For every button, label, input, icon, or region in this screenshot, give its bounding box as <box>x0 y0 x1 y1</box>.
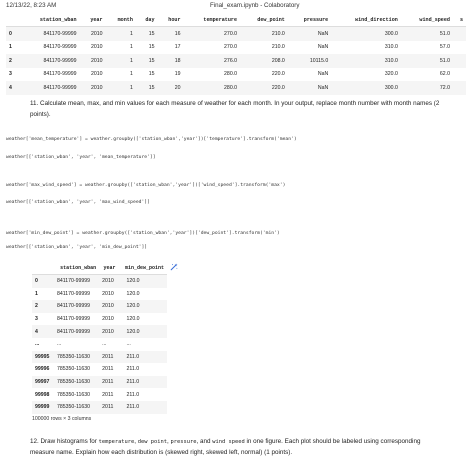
table-cell: 2010 <box>91 71 103 78</box>
column-header: station_wban <box>54 262 99 275</box>
table-cell: NaN <box>317 44 329 51</box>
table-cell: 220.0 <box>240 81 288 95</box>
table-row <box>32 275 167 288</box>
row-index: 4 <box>32 325 54 338</box>
row-index: 99998 <box>35 391 50 398</box>
table-row <box>32 401 167 414</box>
table-cell: 15 <box>136 54 158 68</box>
table-cell: 15 <box>136 27 158 41</box>
wand-icon[interactable] <box>170 263 178 271</box>
row-index: 99996 <box>35 366 50 373</box>
table-cell: NaN <box>317 71 329 78</box>
table-row <box>6 81 466 95</box>
table-cell: ... <box>56 341 62 348</box>
notebook-title: Final_exam.ipynb - Colaboratory <box>210 2 300 9</box>
table-cell: 51.0 <box>401 54 453 68</box>
table-cell: 2011 <box>102 391 114 398</box>
table-cell <box>453 27 466 41</box>
table-row <box>32 300 167 313</box>
table-row <box>32 388 167 401</box>
column-header: min_dew_point <box>119 262 167 275</box>
row-index: 99995 <box>32 351 54 364</box>
table-cell: 300.0 <box>331 27 401 41</box>
table-cell: 1 <box>130 71 133 78</box>
row-index: ... <box>35 341 40 348</box>
table-cell: 841170-99999 <box>54 275 99 288</box>
table-cell: 16 <box>158 27 184 41</box>
table-cell: 841170-99999 <box>56 316 91 323</box>
table-cell: 841170-99999 <box>54 325 99 338</box>
table-cell: 841170-99999 <box>43 71 77 78</box>
column-header: wind_direction <box>331 14 401 27</box>
min-dew-point-table <box>32 262 167 414</box>
table-cell: 2011 <box>102 366 114 373</box>
table-cell: 2010 <box>102 290 114 297</box>
column-header <box>6 14 19 27</box>
inline-code: wind speed <box>212 439 245 445</box>
column-header: s <box>453 14 466 27</box>
table-cell: 211.0 <box>119 401 167 414</box>
code-line[interactable]: weather['min_dew_point'] = weather.groupby(['station_wban','year'])['dew_point'].transform('min') <box>6 231 280 236</box>
table-cell: 785350-11630 <box>56 366 91 373</box>
table-cell: 785350-11630 <box>54 401 99 414</box>
table-cell: ... <box>126 341 131 348</box>
code-line[interactable]: weather[['station_wban', 'year', 'mean_temperature']] <box>6 155 156 160</box>
table-cell: 2010 <box>80 81 106 95</box>
table-cell: NaN <box>288 27 331 41</box>
column-header: wind_speed <box>401 14 453 27</box>
table-cell: 211.0 <box>119 351 167 364</box>
table-row <box>32 376 167 389</box>
row-index: 2 <box>32 300 54 313</box>
table-header-row <box>32 262 167 275</box>
table-cell: 270.0 <box>184 27 241 41</box>
table-cell: 2010 <box>99 300 118 313</box>
row-index: 1 <box>9 44 12 51</box>
table-cell: 211.0 <box>126 391 140 398</box>
row-index: 0 <box>6 27 19 41</box>
table-cell: 220.0 <box>271 71 285 78</box>
table-cell: 2010 <box>99 275 118 288</box>
row-index: 3 <box>9 71 12 78</box>
table-cell <box>453 68 466 82</box>
table-row <box>6 27 466 41</box>
table-cell: 20 <box>158 81 184 95</box>
table-cell: 841170-99999 <box>19 81 80 95</box>
table-cell: ... <box>102 341 107 348</box>
table-cell: 51.0 <box>401 27 453 41</box>
table-cell: 1 <box>106 54 136 68</box>
table-cell: 841170-99999 <box>19 54 80 68</box>
table-cell: 785350-11630 <box>56 391 91 398</box>
row-index: 0 <box>32 275 54 288</box>
table-cell: NaN <box>288 81 331 95</box>
column-header: station_wban <box>19 14 80 27</box>
table-cell: 15 <box>136 81 158 95</box>
table-cell: 2010 <box>80 54 106 68</box>
table-cell: 19 <box>174 71 181 78</box>
table-cell: 1 <box>106 81 136 95</box>
table-cell: 18 <box>158 54 184 68</box>
table-cell: 208.0 <box>240 54 288 68</box>
question-12-text: , and <box>196 438 213 445</box>
code-line[interactable]: weather[['station_wban', 'year', 'max_wind_speed']] <box>6 200 150 205</box>
table-cell <box>453 54 466 68</box>
table-cell: 2011 <box>99 376 118 389</box>
question-12-text: , <box>167 438 171 445</box>
row-index: 99999 <box>32 401 54 414</box>
column-header: year <box>80 14 106 27</box>
table-cell: 2011 <box>99 401 118 414</box>
row-index: 1 <box>35 290 38 297</box>
table-cell: 120.0 <box>119 275 167 288</box>
table-cell: 211.0 <box>119 376 167 389</box>
table-cell: 276.0 <box>184 54 241 68</box>
table-row <box>32 325 167 338</box>
code-line[interactable]: weather[['station_wban', 'year', 'min_dew_point']] <box>6 245 148 250</box>
column-header: day <box>136 14 158 27</box>
table-header-row <box>6 14 466 27</box>
table-cell: 310.0 <box>331 54 401 68</box>
table-cell: 15 <box>148 71 155 78</box>
table-cell <box>453 81 466 95</box>
question-12-text: , <box>134 438 138 445</box>
column-header: month <box>106 14 136 27</box>
row-index: 3 <box>35 316 38 323</box>
table-cell: 841170-99999 <box>56 290 91 297</box>
weather-head-table <box>6 14 466 95</box>
table-cell: 210.0 <box>271 44 285 51</box>
table-cell: 72.0 <box>401 81 453 95</box>
table-cell: 2010 <box>91 44 103 51</box>
table-row <box>32 363 167 376</box>
table-cell: 210.0 <box>240 27 288 41</box>
table-row <box>32 313 167 326</box>
table-cell: 2010 <box>80 27 106 41</box>
table-cell: 1 <box>106 27 136 41</box>
table-cell: 1 <box>130 44 133 51</box>
table-row <box>32 351 167 364</box>
print-timestamp: 12/13/22, 8:23 AM <box>6 2 57 9</box>
table-cell: 120.0 <box>126 316 140 323</box>
inline-code: dew point <box>137 439 168 445</box>
code-line[interactable]: weather['mean_temperature'] = weather.groupby(['station_wban','year'])['temperature'].transform('mean') <box>6 137 297 142</box>
table-cell: 841170-99999 <box>54 300 99 313</box>
table-cell: 785350-11630 <box>54 351 99 364</box>
question-11: 11. Calculate mean, max, and min values for each measure of weather for each month. In your output, replace month number with month names (2 points). <box>30 100 440 118</box>
table-cell: 62.0 <box>439 71 450 78</box>
table-cell: 120.0 <box>126 290 140 297</box>
question-12 <box>30 437 440 458</box>
row-count-footer: 100000 rows × 3 columns <box>32 416 92 422</box>
table-cell: 300.0 <box>331 81 401 95</box>
inline-code: pressure <box>170 439 197 445</box>
column-header: temperature <box>184 14 241 27</box>
table-cell: 320.0 <box>384 71 398 78</box>
code-line[interactable]: weather['max_wind_speed'] = weather.groupby(['station_wban','year'])['wind_speed'].transform('max') <box>6 183 286 188</box>
table-row-ellipsis <box>32 338 167 351</box>
table-cell: 120.0 <box>119 325 167 338</box>
table-cell: 841170-99999 <box>43 44 77 51</box>
table-cell: 2011 <box>99 351 118 364</box>
table-row <box>6 68 466 82</box>
table-row <box>6 41 466 55</box>
table-row <box>6 54 466 68</box>
table-cell: 785350-11630 <box>54 376 99 389</box>
column-header: year <box>99 262 118 275</box>
table-cell: 270.0 <box>224 44 238 51</box>
table-cell: 15 <box>148 44 155 51</box>
column-header: hour <box>158 14 184 27</box>
table-cell: 280.0 <box>224 71 238 78</box>
question-12-text: in one figure. Each plot should be labeled using corresponding measure name. Explain how each distribution is (skewed right, skewed left, normal) (1 points). <box>30 438 421 456</box>
table-cell: 211.0 <box>126 366 140 373</box>
table-cell: 2010 <box>99 325 118 338</box>
column-header: pressure <box>288 14 331 27</box>
table-cell: 17 <box>174 44 181 51</box>
table-cell: 2010 <box>102 316 114 323</box>
table-cell <box>453 41 466 55</box>
row-index: 2 <box>6 54 19 68</box>
table-cell: 310.0 <box>384 44 398 51</box>
table-row <box>32 288 167 301</box>
row-index: 4 <box>6 81 19 95</box>
question-12-text: 12. Draw histograms for <box>30 438 99 445</box>
table-cell: 841170-99999 <box>19 27 80 41</box>
inline-code: temperature <box>98 439 135 445</box>
column-header: dew_point <box>240 14 288 27</box>
table-cell: 280.0 <box>184 81 241 95</box>
column-header <box>32 262 54 275</box>
row-index: 99997 <box>32 376 54 389</box>
table-cell: 57.0 <box>439 44 450 51</box>
table-cell: 120.0 <box>119 300 167 313</box>
table-cell: 10115.0 <box>288 54 331 68</box>
